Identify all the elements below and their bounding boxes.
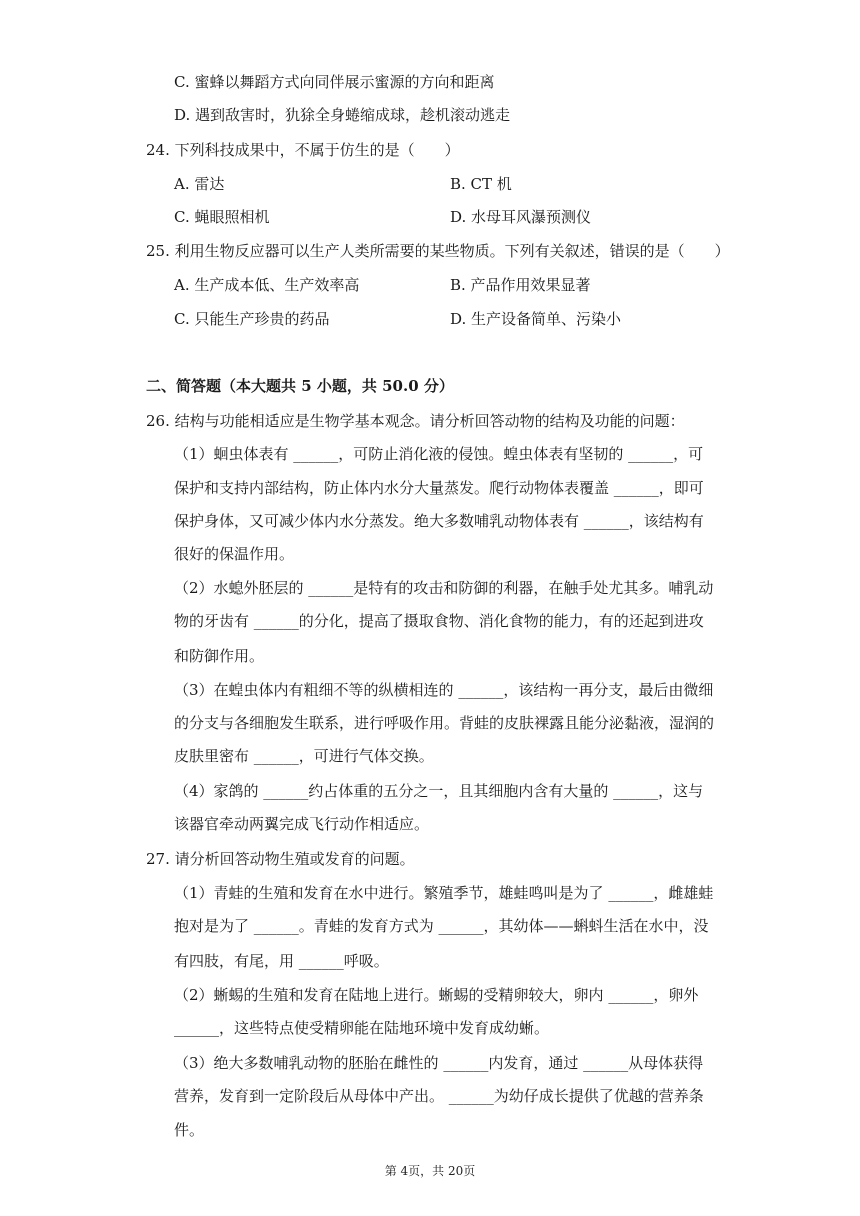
section-heading: 二、简答题（本大题共 5 小题，共 50.0 分） <box>146 377 454 395</box>
q26-stem: 26. 结构与功能相适应是生物学基本观念。请分析回答动物的结构及功能的问题： <box>146 412 685 430</box>
q25-option-d: D. 生产设备简单、污染小 <box>450 310 622 328</box>
q27-line: （3）绝大多数哺乳动物的胚胎在雌性的 ______内发育，通过 ______从母体获得 <box>174 1054 704 1072</box>
q25-option-c: C. 只能生产珍贵的药品 <box>174 310 330 328</box>
q26-line: 物的牙齿有 ______的分化，提高了摄取食物、消化食物的能力，有的还起到进攻 <box>174 612 704 630</box>
q26-line: 该器官牵动两翼完成飞行动作相适应。 <box>174 815 430 833</box>
q26-line: （1）蛔虫体表有 ______，可防止消化液的侵蚀。蝗虫体表有坚韧的 ______，可 <box>174 445 704 463</box>
q26-line: （4）家鸽的 ______约占体重的五分之一，且其细胞内含有大量的 ______，这与 <box>174 782 704 800</box>
q27-line: （1）青蛙的生殖和发育在水中进行。繁殖季节，雄蛙鸣叫是为了 ______，雌雄蛙 <box>174 884 714 902</box>
q23-option-d: D. 遇到敌害时，犰狳全身蜷缩成球，趁机滚动逃走 <box>174 106 511 124</box>
q27-line: 抱对是为了 ______。青蛙的发育方式为 ______，其幼体——蝌蚪生活在水中，没 <box>174 917 709 935</box>
q24-option-c: C. 蝇眼照相机 <box>174 208 270 226</box>
q23-option-c: C. 蜜蜂以舞蹈方式向同伴展示蜜源的方向和距离 <box>174 73 495 91</box>
q26-line: 保护身体，又可减少体内水分蒸发。绝大多数哺乳动物体表有 ______，该结构有 <box>174 512 704 530</box>
q27-line: 件。 <box>174 1121 205 1139</box>
q24-option-b: B. CT 机 <box>450 175 512 193</box>
q27-line: ______，这些特点使受精卵能在陆地环境中发育成幼蜥。 <box>174 1019 550 1037</box>
q25-option-a: A. 生产成本低、生产效率高 <box>174 276 360 294</box>
q24-option-d: D. 水母耳风瀑预测仪 <box>450 208 592 226</box>
q24-option-a: A. 雷达 <box>174 175 225 193</box>
q24-stem: 24. 下列科技成果中，不属于仿生的是（ ） <box>146 141 460 159</box>
q26-line: （2）水螅外胚层的 ______是特有的攻击和防御的利器，在触手处尤其多。哺乳动 <box>174 579 714 597</box>
q25-option-b: B. 产品作用效果显著 <box>450 276 591 294</box>
q27-line: 营养，发育到一定阶段后从母体中产出。 ______为幼仔成长提供了优越的营养条 <box>174 1087 704 1105</box>
q26-line: 保护和支持内部结构，防止体内水分大量蒸发。爬行动物体表覆盖 ______，即可 <box>174 479 704 497</box>
page-footer: 第 4页，共 20页 <box>384 1164 476 1178</box>
q26-line: 和防御作用。 <box>174 647 265 665</box>
q26-line: （3）在蝗虫体内有粗细不等的纵横相连的 ______，该结构一再分支，最后由微细 <box>174 681 714 699</box>
q27-stem: 27. 请分析回答动物生殖或发育的问题。 <box>146 850 415 868</box>
q26-line: 很好的保温作用。 <box>174 545 295 563</box>
q26-line: 的分支与各细胞发生联系，进行呼吸作用。背蛙的皮肤裸露且能分泌黏液，湿润的 <box>174 714 715 732</box>
q27-line: （2）蜥蜴的生殖和发育在陆地上进行。蜥蜴的受精卵较大，卵内 ______，卵外 <box>174 986 699 1004</box>
q26-line: 皮肤里密布 ______，可进行气体交换。 <box>174 747 434 765</box>
q25-stem: 25. 利用生物反应器可以生产人类所需要的某些物质。下列有关叙述，错误的是（ ） <box>146 242 730 260</box>
q27-line: 有四肢，有尾，用 ______呼吸。 <box>174 952 389 970</box>
